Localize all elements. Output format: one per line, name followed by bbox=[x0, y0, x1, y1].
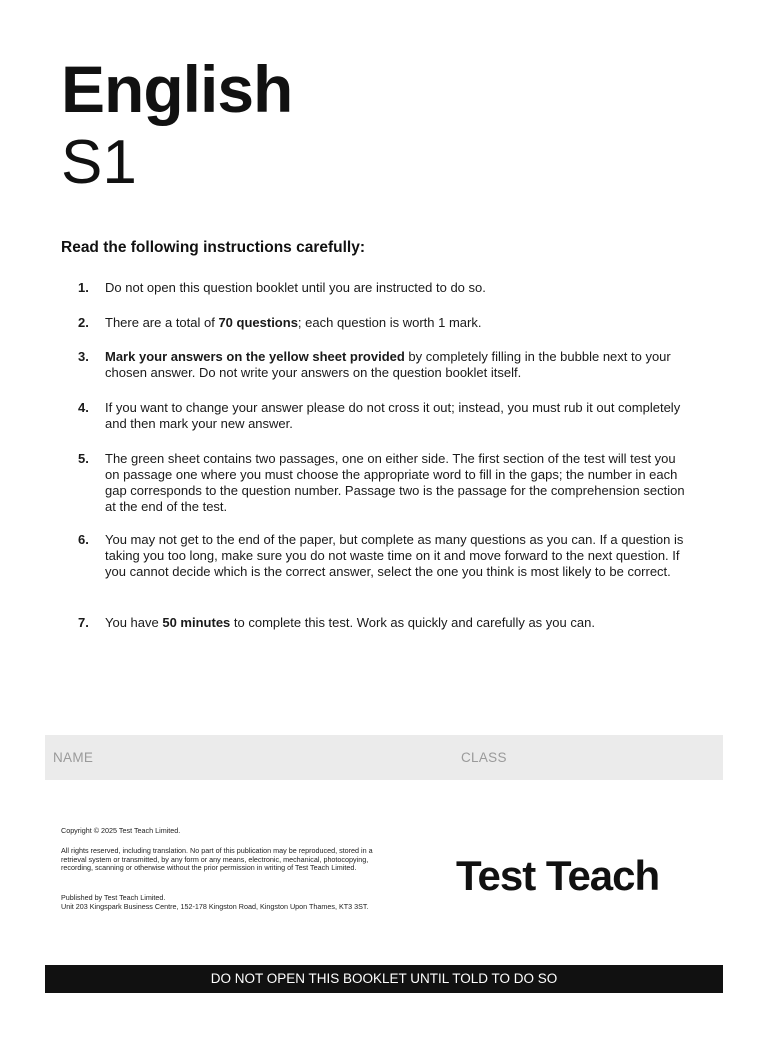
instruction-text bbox=[105, 280, 693, 296]
subject-title: English bbox=[61, 52, 293, 126]
brand-logo: Test Teach bbox=[456, 852, 660, 899]
name-field-label: NAME bbox=[53, 750, 94, 765]
text-run: You may not get to the end of the paper, but complete as many questions as you can. If a question is taking you too long, make sure you do not waste time on it and move forward to the next question. If you cannot decide which is the correct answer, select the one you think is most likely to be correct. bbox=[105, 532, 684, 579]
instruction-item bbox=[78, 532, 693, 580]
copyright-notice: Copyright © 2025 Test Teach Limited. bbox=[61, 826, 181, 835]
text-run: Do not open this question booklet until you are instructed to do so. bbox=[105, 280, 486, 295]
emphasis-text: Mark your answers on the yellow sheet provided bbox=[105, 349, 405, 364]
instruction-number: 7. bbox=[78, 615, 89, 630]
instruction-item bbox=[78, 615, 693, 631]
publisher-notice: Published by Test Teach Limited. bbox=[61, 893, 166, 902]
text-run: If you want to change your answer please do not cross it out; instead, you must rub it out completely and then mark your new answer. bbox=[105, 400, 681, 431]
instruction-item bbox=[78, 280, 693, 296]
instruction-text bbox=[105, 451, 693, 515]
rights-notice: All rights reserved, including translation. No part of this publication may be reproduced, stored in a retrieval system or transmitted, by any form or any means, electronic, mechanical, photocopying, recording, scanning or otherwise without the prior permission in writing of Test Teach Limited. bbox=[61, 846, 373, 873]
do-not-open-banner: DO NOT OPEN THIS BOOKLET UNTIL TOLD TO DO SO bbox=[45, 965, 723, 993]
instruction-text bbox=[105, 615, 693, 631]
instructions-heading: Read the following instructions carefully: bbox=[61, 239, 366, 256]
instruction-number: 6. bbox=[78, 532, 89, 547]
text-run: There are a total of bbox=[105, 315, 219, 330]
text-run: ; each question is worth 1 mark. bbox=[297, 315, 482, 330]
instruction-number: 1. bbox=[78, 280, 89, 295]
level-title: S1 bbox=[61, 128, 137, 197]
text-run: by completely filling in the bubble next to your chosen answer. Do not write your answers on the question booklet itself. bbox=[105, 349, 671, 380]
instruction-item bbox=[78, 315, 693, 331]
instruction-text bbox=[105, 349, 693, 381]
instruction-item bbox=[78, 349, 693, 381]
publisher-address: Unit 203 Kingspark Business Centre, 152-178 Kingston Road, Kingston Upon Thames, KT3 3ST. bbox=[61, 902, 369, 911]
instruction-number: 4. bbox=[78, 400, 89, 415]
text-run: The green sheet contains two passages, one on either side. The first section of the test will test you on passage one where you must choose the appropriate word to fill in the gaps; the number in each gap corresponds to the question number. Passage two is the passage for the comprehension section at the end of the test. bbox=[105, 451, 685, 514]
instruction-text bbox=[105, 400, 693, 432]
instruction-item bbox=[78, 400, 693, 432]
instruction-text bbox=[105, 315, 693, 331]
instruction-text bbox=[105, 532, 693, 580]
instruction-item bbox=[78, 451, 693, 515]
text-run: to complete this test. Work as quickly and carefully as you can. bbox=[230, 615, 595, 630]
instruction-number: 5. bbox=[78, 451, 89, 466]
class-field-label: CLASS bbox=[461, 750, 507, 765]
emphasis-text: 50 minutes bbox=[162, 615, 231, 630]
student-details-bar bbox=[45, 735, 723, 780]
emphasis-text: 70 questions bbox=[218, 315, 298, 330]
instruction-number: 2. bbox=[78, 315, 89, 330]
instruction-number: 3. bbox=[78, 349, 89, 364]
text-run: You have bbox=[105, 615, 163, 630]
